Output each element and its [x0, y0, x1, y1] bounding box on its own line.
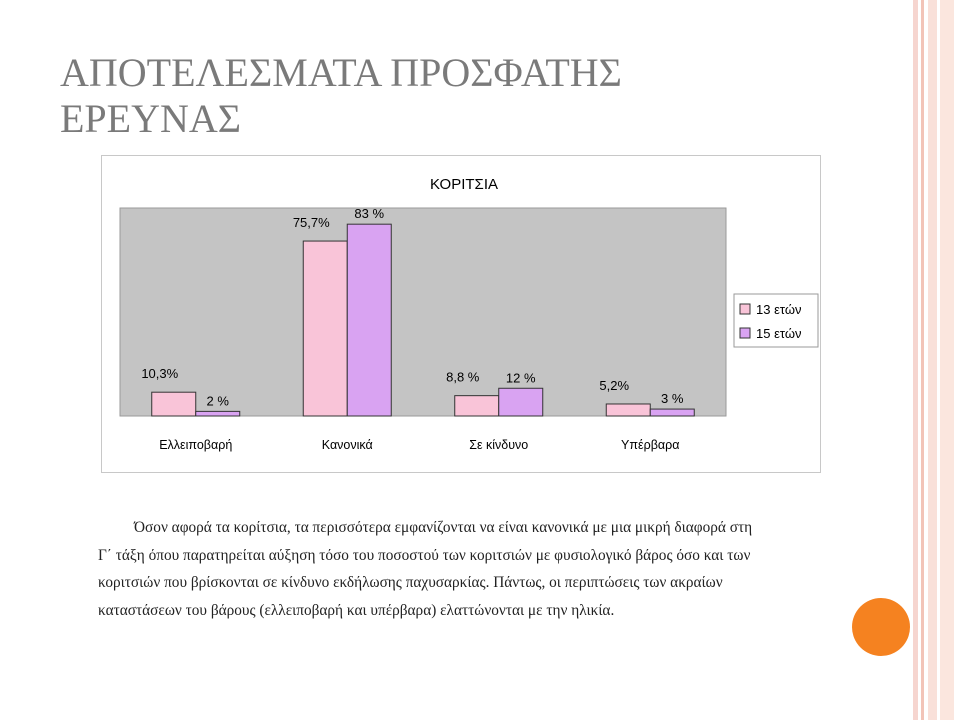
bar-15-0: [196, 411, 240, 416]
data-label-15-3: 3 %: [661, 391, 684, 407]
chart-title: ΚΟΡΙΤΣΙΑ: [430, 176, 498, 193]
category-label-0: Ελλειποβαρή: [159, 438, 233, 452]
category-label-3: Υπέρβαρα: [621, 438, 680, 452]
body-line-3: κοριτσιών που βρίσκονται σε κίνδυνο εκδήλωσης παχυσαρκίας. Πάντως, οι περιπτώσεις των ακραίων: [98, 574, 723, 591]
data-label-15-1: 83 %: [354, 206, 385, 222]
legend-label-1: 15 ετών: [756, 326, 802, 341]
bar-chart: [102, 156, 822, 474]
data-label-13-2: 8,8 %: [446, 369, 480, 385]
bar-13-1: [303, 241, 347, 416]
bar-15-2: [499, 388, 543, 416]
body-line-4: καταστάσεων του βάρους (ελλειποβαρή και υπέρβαρα) ελαττώνονται με την ηλικία.: [98, 601, 615, 619]
body-paragraph: [98, 514, 918, 624]
category-label-2: Σε κίνδυνο: [469, 438, 529, 452]
chart-legend: [734, 294, 818, 347]
legend-swatch-0: [740, 304, 750, 314]
body-line-2: Γ΄ τάξη όπου παρατηρείται αύξηση τόσο του ποσοστού των κοριτσιών με φυσιολογικό βάρος όσο και των: [98, 546, 751, 564]
category-label-1: Κανονικά: [321, 438, 373, 452]
bar-13-3: [606, 404, 650, 416]
data-label-13-0: 10,3%: [141, 366, 179, 382]
plot-area: [120, 208, 726, 416]
bar-13-0: [152, 392, 196, 416]
chart-frame: [101, 155, 821, 473]
body-line-1: Όσον αφορά τα κορίτσια, τα περισσότερα εμφανίζονται να είναι κανονικά με μια μικρή διαφορά στη: [134, 519, 753, 536]
decor-stripe-2: [921, 0, 924, 720]
data-label-13-1: 75,7%: [292, 215, 330, 231]
slide-title: ΑΠΟΤΕΛΕΣΜΑΤΑ ΠΡΟΣΦΑΤΗΣ ΕΡΕΥΝΑΣ: [60, 50, 622, 141]
data-label-13-3: 5,2%: [599, 377, 630, 393]
legend-label-0: 13 ετών: [756, 302, 802, 317]
bar-15-1: [347, 224, 391, 416]
bar-15-3: [650, 409, 694, 416]
decor-orange-circle: [852, 598, 910, 656]
decor-stripe-4: [940, 0, 954, 720]
plot-area-group: [120, 206, 726, 452]
data-label-15-2: 12 %: [505, 370, 536, 386]
decor-stripe-3: [928, 0, 937, 720]
bar-13-2: [455, 396, 499, 416]
legend-swatch-1: [740, 328, 750, 338]
data-label-15-0: 2 %: [206, 393, 229, 409]
